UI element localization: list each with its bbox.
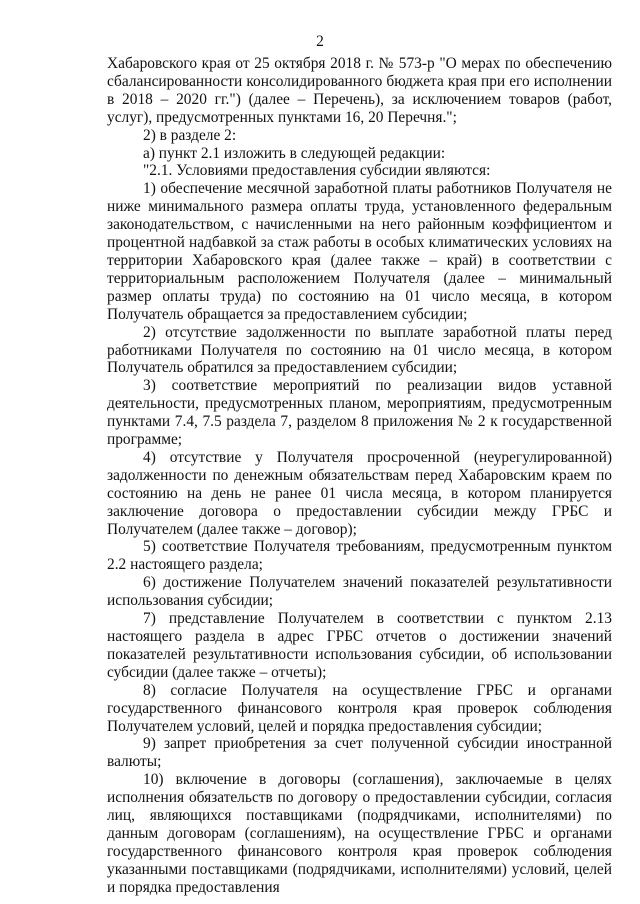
paragraph-conditions-heading: "2.1. Условиями предоставления субсидии являются: xyxy=(143,162,491,180)
paragraph-condition-2: 2) отсутствие задолженности по выплате заработной платы перед работниками Получателя по состоянию на 01 число месяца, в котором Получатель обратился за предоставлением субсидии; xyxy=(107,323,612,377)
paragraph-condition-3: 3) соответствие мероприятий по реализации видов уставной деятельности, предусмотренных планом, мероприятиям, предусмотренным пунктами 7.4, 7.5 раздела 7, разделом 8 приложения № 2 к государственной программе; xyxy=(107,377,612,449)
paragraph-condition-8: 8) согласие Получателя на осуществление ГРБС и органами государственного финансового контроля края проверок соблюдения Получателем условий, целей и порядка предоставления субсидии; xyxy=(107,681,612,735)
paragraph-condition-10: 10) включение в договоры (соглашения), заключаемые в целях исполнения обязательств по договору о предоставлении субсидии, согласия лиц, являющихся поставщиками (подрядчиками, исполнителями) по данным договорам (соглашениям), на осуществление ГРБС и органами государственного финансового контроля края проверок соблюдения указанными поставщиками (подрядчиками, исполнителями) условий, целей и порядка предоставления xyxy=(107,771,612,896)
paragraph-section-2: 2) в разделе 2: xyxy=(143,126,237,144)
paragraph-item-2-1-intro: а) пункт 2.1 изложить в следующей редакции: xyxy=(143,144,446,162)
document-body xyxy=(107,55,612,897)
paragraph-condition-4: 4) отсутствие у Получателя просроченной (неурегулированной) задолженности по денежным обязательствам перед Хабаровским краем по состоянию на день не ранее 01 числа месяца, в котором планируется заключение договора о предоставлении субсидии между ГРБС и Получателем (далее также – договор); xyxy=(107,448,612,538)
paragraph-condition-6: 6) достижение Получателем значений показателей результативности использования субсидии; xyxy=(107,574,612,610)
paragraph-condition-1: 1) обеспечение месячной заработной платы работников Получателя не ниже минимального размера оплаты труда, установленного федеральным законодательством, с начисленными на него районным коэффициентом и процентной надбавкой за стаж работы в особых климатических условиях на территории Хабаровского края (далее также – край) в соответствии с территориальным расположением Получателя (далее – минимальный размер оплаты труда) по состоянию на 01 число месяца, в котором Получатель обращается за предоставлением субсидии; xyxy=(107,180,612,323)
paragraph-decree-reference: Хабаровского края от 25 октября 2018 г. № 573-р "О мерах по обеспечению сбалансированности консолидированного бюджета края при его исполнении в 2018 – 2020 гг.") (далее – Перечень), за исключением товаров (работ, услуг), предусмотренных пунктами 16, 20 Перечня."; xyxy=(107,55,612,126)
page-number: 2 xyxy=(316,33,324,50)
paragraph-condition-9: 9) запрет приобретения за счет полученной субсидии иностранной валюты; xyxy=(107,735,612,771)
paragraph-condition-7: 7) представление Получателем в соответствии с пунктом 2.13 настоящего раздела в адрес ГРБС отчетов о достижении значений показателей результативности использования субсидии, об использовании субсидии (далее также – отчеты); xyxy=(107,610,612,681)
paragraph-condition-5: 5) соответствие Получателя требованиям, предусмотренным пунктом 2.2 настоящего раздела; xyxy=(107,538,612,574)
